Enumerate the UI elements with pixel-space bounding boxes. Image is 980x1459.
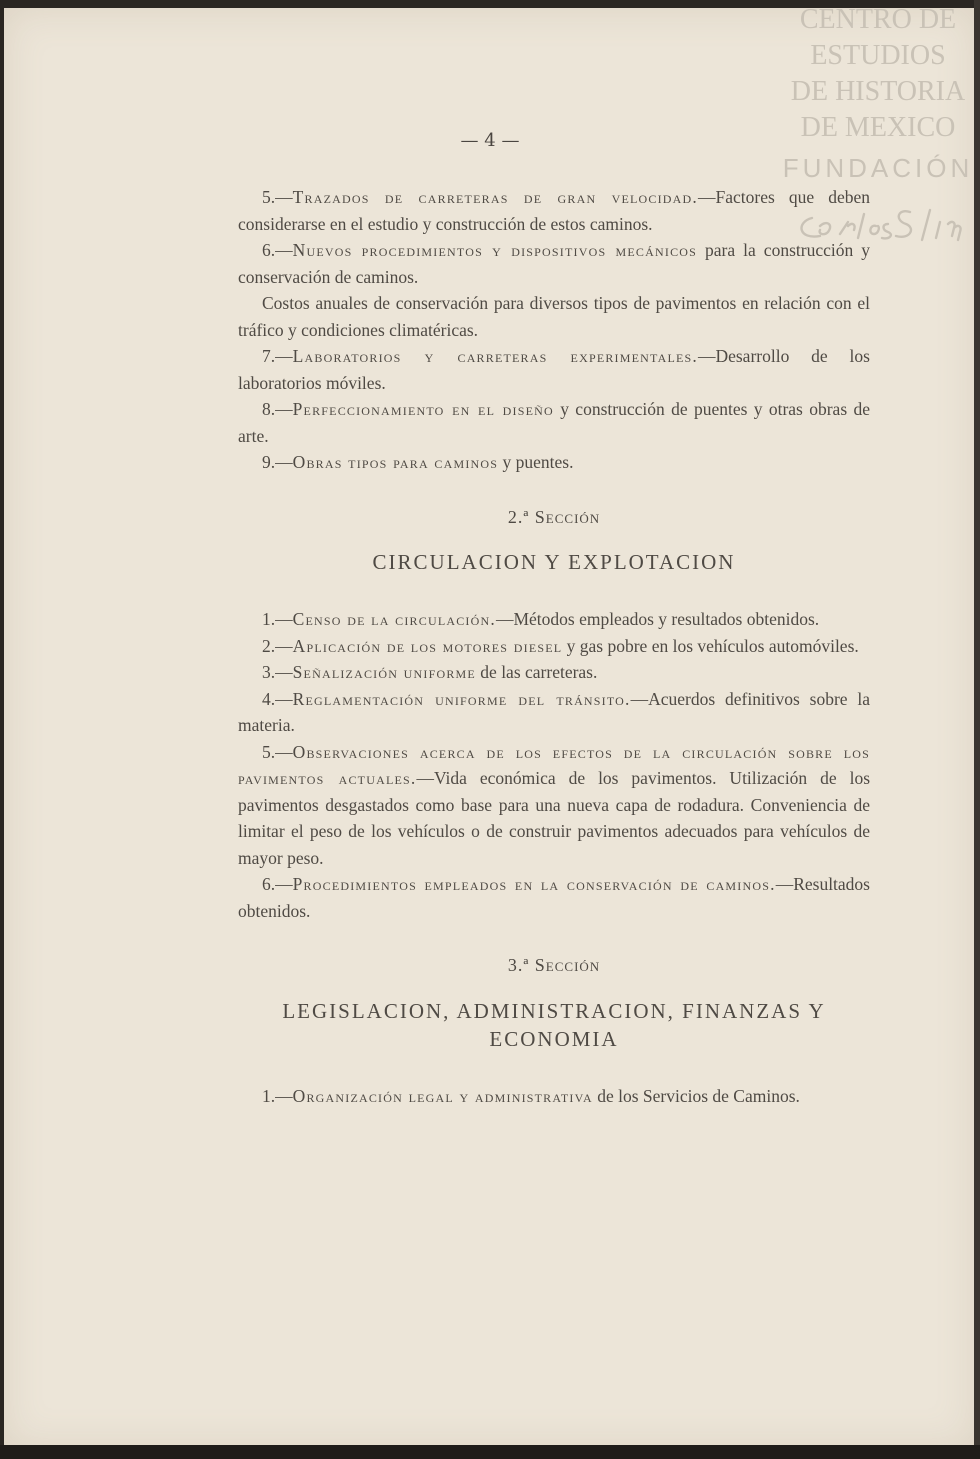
section-title: CIRCULACION Y EXPLOTACION — [372, 550, 736, 574]
watermark-line: CENTRO DE — [799, 4, 957, 35]
item-heading: Nuevos procedimientos y dispositivos mecánicos — [292, 240, 698, 260]
list-item: 9.—Obras tipos para caminos y puentes. — [262, 452, 574, 472]
item-heading: Obras tipos para caminos — [292, 452, 499, 472]
list-item: 8.—Perfeccionamiento en el diseño y construcción de puentes y otras obras de arte. — [238, 399, 870, 446]
list-item: 5.—Observaciones acerca de los efectos de la circulación sobre los pavimentos actuales.—Vida económica de los pavimentos. Utilización de los pavimentos desgastados como base para una nueva capa de rodadura. Conveniencia de limitar el peso de los vehículos o de construir pavimentos adecuados para vehículos de mayor peso. — [238, 741, 871, 868]
item-heading: Organización legal y administrativa — [292, 1085, 593, 1106]
watermark-line: ESTUDIOS — [810, 40, 946, 71]
section-title: LEGISLACION, ADMINISTRACION, FINANZAS Y ECONOMIA — [282, 998, 826, 1051]
watermark-line: DE HISTORIA — [790, 76, 966, 107]
item-heading: Aplicación de los motores diesel — [292, 635, 563, 656]
archive-watermark — [778, 2, 978, 186]
list-item: 3.—Señalización uniforme de las carreteras. — [262, 662, 598, 682]
item-heading: Perfeccionamiento en el diseño — [292, 399, 554, 419]
list-item: 5.—Trazados de carreteras de gran velocidad.—Factores que deben considerarse en el estudio y construcción de estos caminos. — [238, 187, 870, 234]
document-body — [238, 184, 870, 1109]
list-item: 6.—Procedimientos empleados en la conservación de caminos.—Resultados obtenidos. — [238, 874, 870, 921]
list-item: Costos anuales de conservación para diversos tipos de pavimentos en relación con el tráfico y condiciones climatéricas. — [238, 293, 870, 340]
watermark-fundacion: FUNDACIÓN — [782, 153, 974, 183]
item-heading: Reglamentación uniforme del tránsito. — [292, 688, 631, 709]
list-item: 4.—Reglamentación uniforme del tránsito.—Acuerdos definitivos sobre la materia. — [238, 688, 870, 735]
watermark-line: DE MEXICO — [800, 112, 956, 143]
page-edge-bottom — [0, 1445, 980, 1459]
list-item: 1.—Organización legal y administrativa de los Servicios de Caminos. — [262, 1085, 800, 1106]
item-heading: Señalización uniforme — [292, 662, 476, 682]
item-heading: Observaciones acerca de los efectos de la circulación sobre los pavimentos actuales. — [238, 741, 870, 788]
item-heading: Trazados de carreteras de gran velocidad. — [292, 187, 698, 207]
section-label: 2.ª Sección — [507, 506, 601, 527]
item-heading: Laboratorios y carreteras experimentales. — [292, 346, 698, 366]
list-item: 7.—Laboratorios y carreteras experimentales.—Desarrollo de los laboratorios móviles. — [238, 346, 870, 393]
item-heading: Censo de la circulación. — [292, 609, 496, 629]
list-item: 1.—Censo de la circulación.—Métodos empleados y resultados obtenidos. — [262, 609, 820, 629]
item-heading: Procedimientos empleados en la conservación de caminos. — [292, 874, 776, 894]
section-label: 3.ª Sección — [507, 955, 601, 975]
page-number: — 4 — — [460, 130, 520, 151]
list-item: 2.—Aplicación de los motores diesel y gas pobre en los vehículos automóviles. — [262, 635, 859, 656]
list-item: 6.—Nuevos procedimientos y dispositivos mecánicos para la construcción y conservación de caminos. — [238, 240, 870, 287]
